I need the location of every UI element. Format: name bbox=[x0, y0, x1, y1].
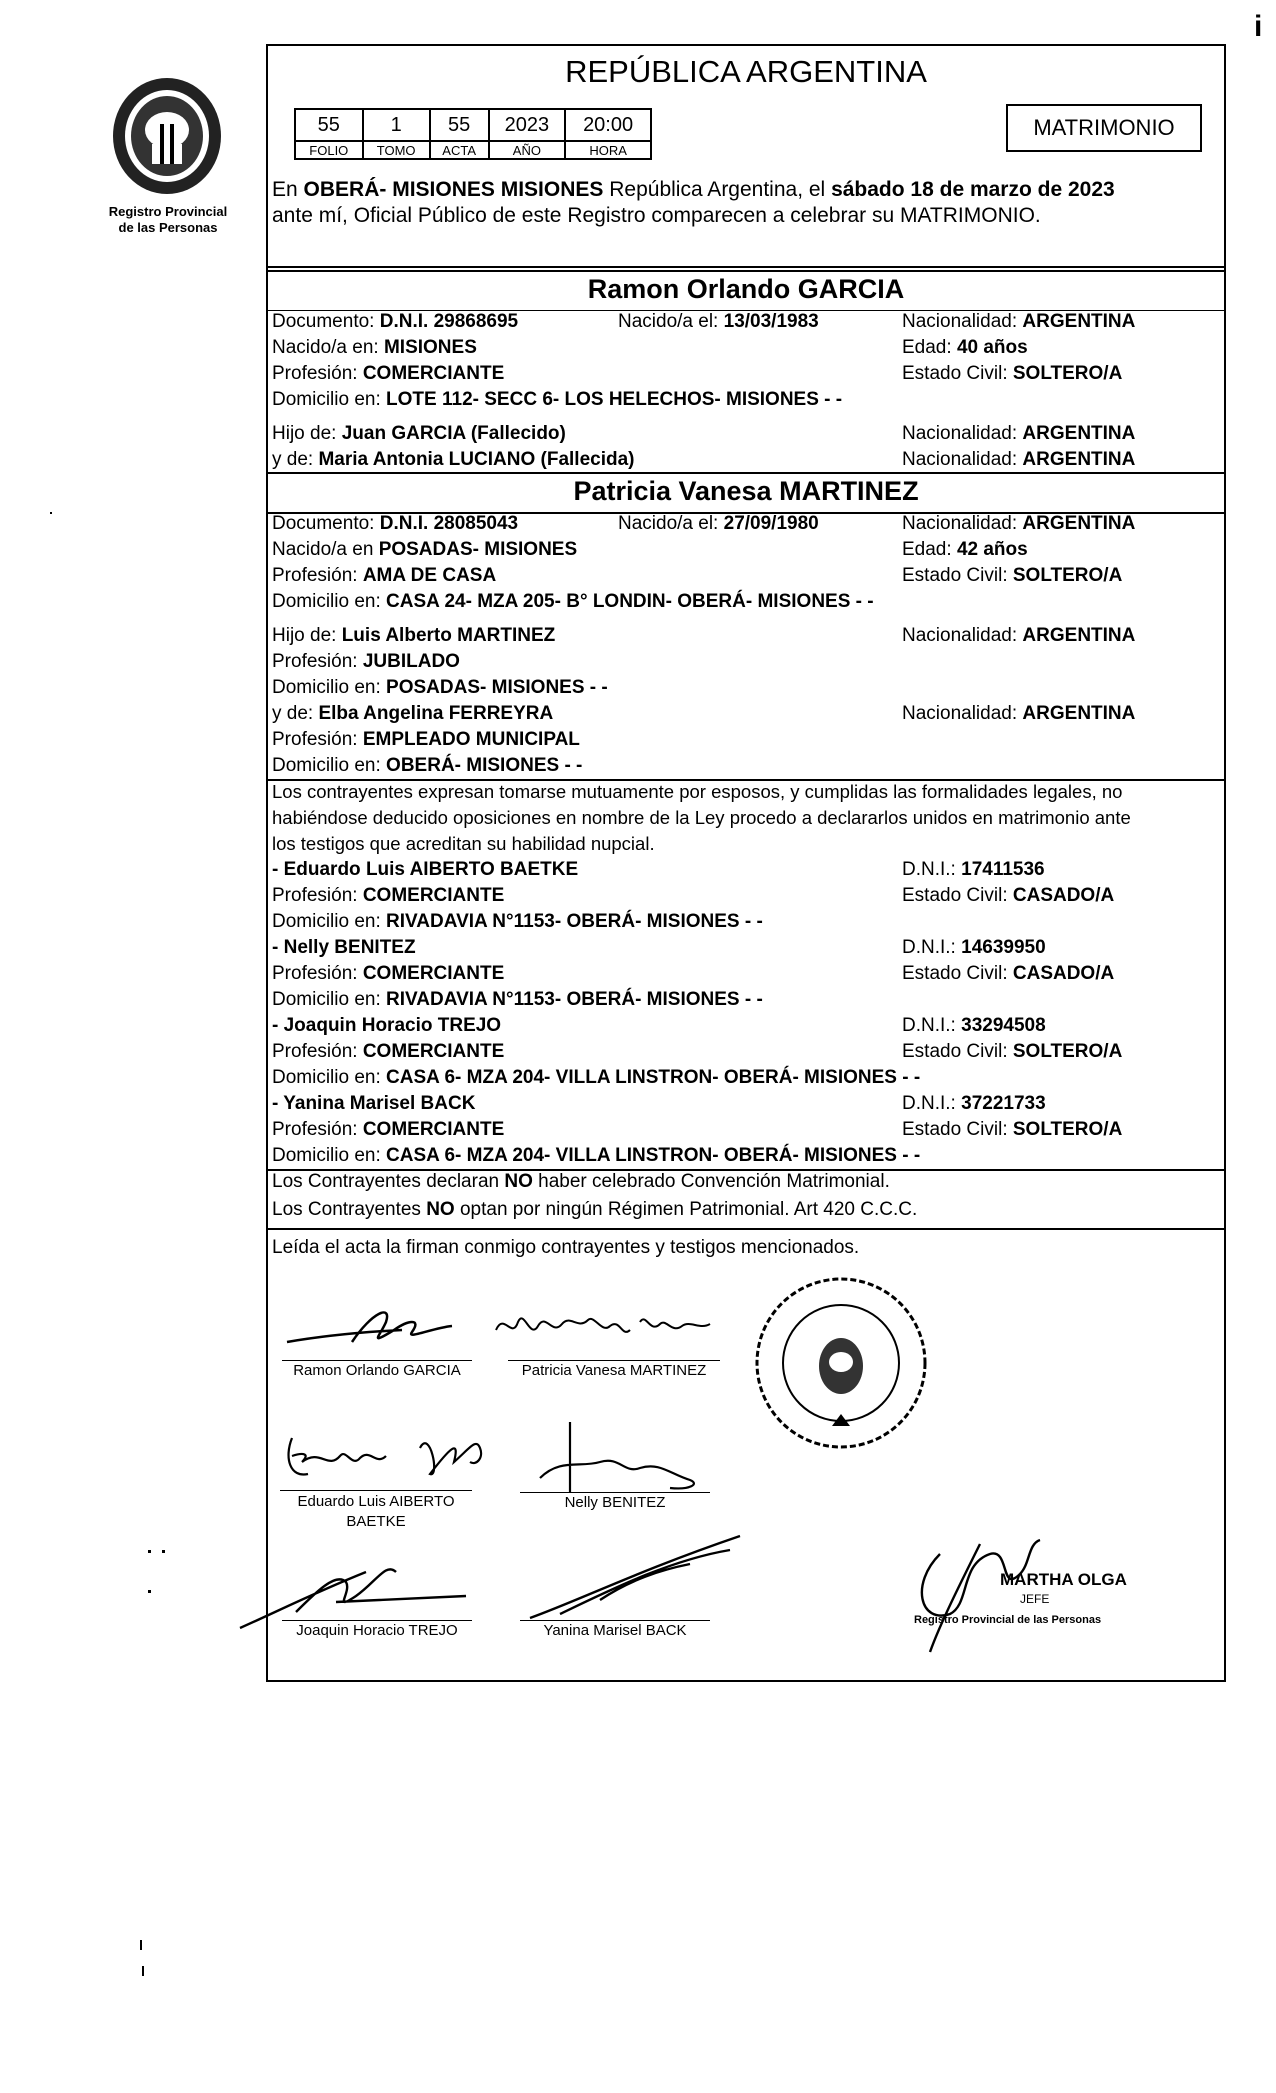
signature-witness-1-icon bbox=[280, 1418, 510, 1490]
divider bbox=[266, 1228, 1226, 1230]
signature-line bbox=[520, 1492, 710, 1493]
anio-label: AÑO bbox=[489, 141, 566, 159]
acta-value: 55 bbox=[430, 109, 489, 141]
margin-speck bbox=[148, 1550, 151, 1553]
bride-father-nationality: Nacionalidad: ARGENTINA bbox=[902, 625, 1136, 646]
signature-label-witness-4: Yanina Marisel BACK bbox=[543, 1622, 687, 1639]
intro-line-1: En OBERÁ- MISIONES MISIONES República Argentina, el sábado 18 de marzo de 2023 bbox=[272, 178, 1115, 201]
bride-nationality: Nacionalidad: ARGENTINA bbox=[902, 513, 1136, 534]
registry-emblem-icon bbox=[104, 70, 230, 200]
witness-2-name: - Nelly BENITEZ bbox=[272, 937, 416, 958]
bride-name: Patricia Vanesa MARTINEZ bbox=[573, 476, 919, 506]
witness-3-address: Domicilio en: CASA 6- MZA 204- VILLA LINSTRON- OBERÁ- MISIONES - - bbox=[272, 1067, 921, 1088]
logo-caption-line2: de las Personas bbox=[118, 220, 218, 235]
declaration-line-1: Los contrayentes expresan tomarse mutuamente por esposos, y cumplidas las formalidades legales, no bbox=[272, 781, 1123, 802]
declaration-line-3: los testigos que acreditan su habilidad nupcial. bbox=[272, 833, 655, 854]
corner-mark: i bbox=[1254, 10, 1263, 43]
bride-age: Edad: 42 años bbox=[902, 539, 1028, 560]
signature-line bbox=[282, 1360, 472, 1361]
signature-line bbox=[508, 1360, 720, 1361]
witness-4-dni: D.N.I.: 37221733 bbox=[902, 1093, 1046, 1114]
bride-document: Documento: D.N.I. 28085043 bbox=[272, 513, 519, 534]
bride-father-address: Domicilio en: POSADAS- MISIONES - - bbox=[272, 677, 608, 698]
acta-label: ACTA bbox=[430, 141, 489, 159]
doc-type-box: MATRIMONIO bbox=[1006, 104, 1202, 152]
convention-line-1: Los Contrayentes declaran NO haber celebrado Convención Matrimonial. bbox=[272, 1171, 890, 1192]
groom-document: Documento: D.N.I. 29868695 bbox=[272, 311, 519, 332]
folio-label: FOLIO bbox=[295, 141, 363, 159]
witness-3-profession: Profesión: COMERCIANTE bbox=[272, 1041, 505, 1062]
hora-value: 20:00 bbox=[565, 109, 651, 141]
seal-emblem-icon bbox=[752, 1274, 930, 1452]
signature-label-witness-3: Joaquin Horacio TREJO bbox=[296, 1622, 458, 1639]
divider bbox=[266, 472, 1226, 474]
closing-statement: Leída el acta la firman conmigo contrayentes y testigos mencionados. bbox=[272, 1237, 860, 1258]
official-org: Registro Provincial de las Personas bbox=[914, 1614, 1102, 1626]
groom-civil-status: Estado Civil: SOLTERO/A bbox=[902, 363, 1123, 384]
groom-nationality: Nacionalidad: ARGENTINA bbox=[902, 311, 1136, 332]
official-seal bbox=[752, 1274, 930, 1452]
signature-label-bride: Patricia Vanesa MARTINEZ bbox=[521, 1362, 707, 1379]
signature-line bbox=[520, 1620, 710, 1621]
margin-speck bbox=[50, 512, 52, 514]
divider bbox=[266, 266, 1226, 268]
convention-line-2: Los Contrayentes NO optan por ningún Régimen Patrimonial. Art 420 C.C.C. bbox=[272, 1199, 918, 1220]
official-title: JEFE bbox=[1020, 1592, 1050, 1606]
groom-profession: Profesión: COMERCIANTE bbox=[272, 363, 505, 384]
act-number-table bbox=[294, 108, 652, 160]
bride-civil-status: Estado Civil: SOLTERO/A bbox=[902, 565, 1123, 586]
signature-line bbox=[282, 1620, 472, 1621]
anio-value: 2023 bbox=[489, 109, 566, 141]
groom-mother-nationality: Nacionalidad: ARGENTINA bbox=[902, 449, 1136, 470]
signature-line bbox=[280, 1490, 472, 1491]
bride-mother-address: Domicilio en: OBERÁ- MISIONES - - bbox=[272, 755, 583, 776]
official-name: MARTHA OLGA bbox=[1000, 1570, 1127, 1589]
signature-groom-icon bbox=[282, 1302, 472, 1362]
registry-logo bbox=[104, 70, 230, 200]
signature-witness-4-icon bbox=[520, 1530, 760, 1624]
groom-father: Hijo de: Juan GARCIA (Fallecido) bbox=[272, 423, 566, 444]
signature-bride-icon bbox=[490, 1300, 730, 1356]
signature-label-witness-2: Nelly BENITEZ bbox=[564, 1494, 666, 1511]
witness-2-civil-status: Estado Civil: CASADO/A bbox=[902, 963, 1115, 984]
margin-speck bbox=[140, 1940, 142, 1950]
bride-birthdate: Nacido/a el: 27/09/1980 bbox=[618, 513, 819, 534]
margin-speck bbox=[142, 1966, 144, 1976]
groom-birthdate: Nacido/a el: 13/03/1983 bbox=[618, 311, 819, 332]
groom-father-nationality: Nacionalidad: ARGENTINA bbox=[902, 423, 1136, 444]
groom-age: Edad: 40 años bbox=[902, 337, 1028, 358]
page-title: REPÚBLICA ARGENTINA bbox=[565, 54, 927, 89]
groom-name: Ramon Orlando GARCIA bbox=[587, 274, 905, 304]
witness-4-civil-status: Estado Civil: SOLTERO/A bbox=[902, 1119, 1123, 1140]
bride-father: Hijo de: Luis Alberto MARTINEZ bbox=[272, 625, 556, 646]
witness-1-name: - Eduardo Luis AIBERTO BAETKE bbox=[272, 859, 579, 880]
witness-3-dni: D.N.I.: 33294508 bbox=[902, 1015, 1046, 1036]
declaration-line-2: habiéndose deducido oposiciones en nombre de la Ley procedo a declararlos unidos en matrimonio ante bbox=[272, 807, 1131, 828]
groom-address: Domicilio en: LOTE 112- SECC 6- LOS HELECHOS- MISIONES - - bbox=[272, 389, 843, 410]
signature-label-groom: Ramon Orlando GARCIA bbox=[293, 1362, 461, 1379]
hora-label: HORA bbox=[565, 141, 651, 159]
witness-2-profession: Profesión: COMERCIANTE bbox=[272, 963, 505, 984]
witness-4-name: - Yanina Marisel BACK bbox=[272, 1093, 476, 1114]
witness-2-address: Domicilio en: RIVADAVIA N°1153- OBERÁ- MISIONES - - bbox=[272, 989, 763, 1010]
witness-4-profession: Profesión: COMERCIANTE bbox=[272, 1119, 505, 1140]
witness-1-civil-status: Estado Civil: CASADO/A bbox=[902, 885, 1115, 906]
logo-caption bbox=[80, 204, 256, 236]
margin-speck bbox=[148, 1590, 151, 1593]
groom-birthplace: Nacido/a en: MISIONES bbox=[272, 337, 477, 358]
bride-birthplace: Nacido/a en POSADAS- MISIONES bbox=[272, 539, 578, 560]
signature-witness-2-icon bbox=[520, 1418, 720, 1498]
bride-profession: Profesión: AMA DE CASA bbox=[272, 565, 497, 586]
margin-speck bbox=[162, 1550, 165, 1553]
groom-mother: y de: Maria Antonia LUCIANO (Fallecida) bbox=[272, 449, 635, 470]
bride-mother-profession: Profesión: EMPLEADO MUNICIPAL bbox=[272, 729, 580, 750]
folio-value: 55 bbox=[295, 109, 363, 141]
bride-mother: y de: Elba Angelina FERREYRA bbox=[272, 703, 554, 724]
bride-address: Domicilio en: CASA 24- MZA 205- B° LONDIN- OBERÁ- MISIONES - - bbox=[272, 591, 874, 612]
signature-label-witness-1: Eduardo Luis AIBERTO BAETKE bbox=[297, 1493, 455, 1530]
witness-4-address: Domicilio en: CASA 6- MZA 204- VILLA LINSTRON- OBERÁ- MISIONES - - bbox=[272, 1145, 921, 1166]
tomo-value: 1 bbox=[363, 109, 430, 141]
divider bbox=[266, 270, 1226, 272]
logo-caption-line1: Registro Provincial bbox=[108, 204, 228, 219]
witness-1-profession: Profesión: COMERCIANTE bbox=[272, 885, 505, 906]
witness-3-civil-status: Estado Civil: SOLTERO/A bbox=[902, 1041, 1123, 1062]
tomo-label: TOMO bbox=[363, 141, 430, 159]
witness-1-dni: D.N.I.: 17411536 bbox=[902, 859, 1045, 880]
witness-2-dni: D.N.I.: 14639950 bbox=[902, 937, 1046, 958]
bride-mother-nationality: Nacionalidad: ARGENTINA bbox=[902, 703, 1136, 724]
bride-father-profession: Profesión: JUBILADO bbox=[272, 651, 460, 672]
intro-line-2: ante mí, Oficial Público de este Registro comparecen a celebrar su MATRIMONIO. bbox=[272, 204, 1041, 227]
witness-3-name: - Joaquin Horacio TREJO bbox=[272, 1015, 502, 1036]
witness-1-address: Domicilio en: RIVADAVIA N°1153- OBERÁ- MISIONES - - bbox=[272, 911, 763, 932]
